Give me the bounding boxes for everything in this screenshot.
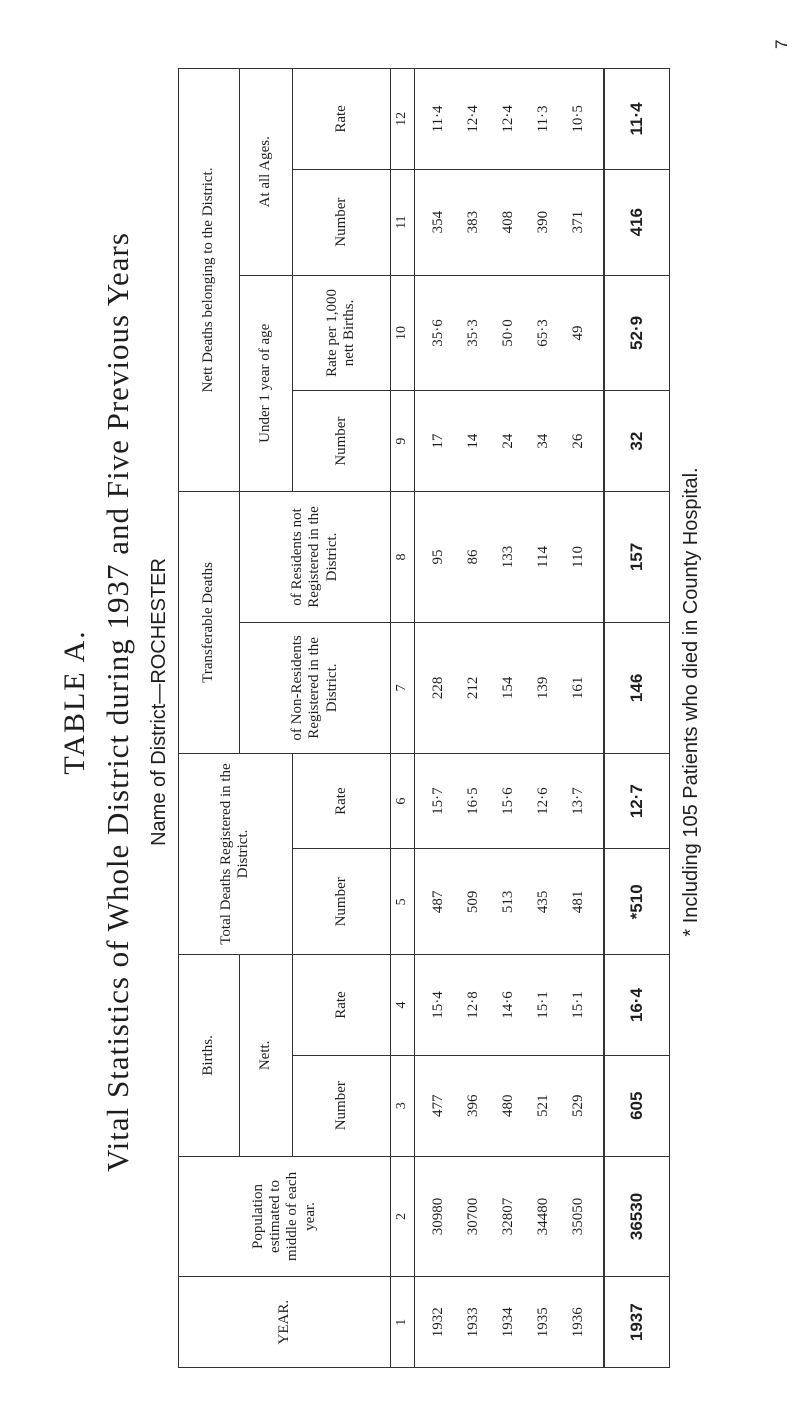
cell-non-residents: 212 [456, 622, 491, 753]
cell-all-rate: 11·4 [414, 69, 456, 170]
header-total-deaths: Total Deaths Registered in the District. [179, 753, 293, 954]
cell-births-rate: 15·1 [526, 955, 561, 1056]
cell-infant-number: 32 [604, 391, 670, 492]
cell-deaths-number: 435 [526, 849, 561, 955]
header-residents-not-registered: of Residents not Registered in the District. [239, 492, 390, 623]
cell-population: 30700 [456, 1156, 491, 1277]
column-number: 5 [390, 849, 414, 955]
cell-non-residents: 146 [604, 622, 670, 753]
page-number: 7 [772, 39, 791, 49]
cell-all-rate: 11·4 [604, 69, 670, 170]
header-under-one-year: Under 1 year of age [239, 275, 292, 491]
cell-infant-number: 17 [414, 391, 456, 492]
cell-non-residents: 161 [561, 622, 603, 753]
cell-non-residents: 228 [414, 622, 456, 753]
cell-infant-number: 26 [561, 391, 603, 492]
column-number: 1 [390, 1277, 414, 1368]
header-deaths-number: Number [292, 849, 390, 955]
cell-infant-rate: 49 [561, 275, 603, 391]
column-number: 9 [390, 391, 414, 492]
cell-population: 35050 [561, 1156, 603, 1277]
cell-non-residents: 139 [526, 622, 561, 753]
cell-births-number: 396 [456, 1055, 491, 1156]
cell-deaths-rate: 15·6 [491, 753, 526, 849]
cell-births-number: 605 [604, 1055, 670, 1156]
cell-infant-rate: 35·6 [414, 275, 456, 391]
header-births: Births. [179, 955, 240, 1156]
table-row [491, 69, 526, 1368]
header-year: YEAR. [179, 1277, 391, 1368]
cell-all-number: 390 [526, 169, 561, 275]
cell-births-rate: 15·1 [561, 955, 603, 1056]
cell-year: 1936 [561, 1277, 603, 1368]
cell-year: 1932 [414, 1277, 456, 1368]
cell-year: 1934 [491, 1277, 526, 1368]
cell-infant-rate: 65·3 [526, 275, 561, 391]
cell-year: 1937 [604, 1277, 670, 1368]
header-births-nett: Nett. [239, 955, 292, 1156]
cell-all-rate: 12·4 [456, 69, 491, 170]
column-number: 11 [390, 169, 414, 275]
cell-residents-not-registered: 110 [561, 492, 603, 623]
cell-deaths-number: *510 [604, 849, 670, 955]
cell-infant-rate: 35·3 [456, 275, 491, 391]
cell-births-number: 480 [491, 1055, 526, 1156]
cell-population: 30980 [414, 1156, 456, 1277]
cell-births-rate: 16·4 [604, 955, 670, 1056]
cell-births-number: 521 [526, 1055, 561, 1156]
column-number: 4 [390, 955, 414, 1056]
cell-infant-number: 24 [491, 391, 526, 492]
header-births-rate: Rate [292, 955, 390, 1056]
cell-births-number: 477 [414, 1055, 456, 1156]
cell-all-number: 371 [561, 169, 603, 275]
column-number: 6 [390, 753, 414, 849]
header-infant-number: Number [292, 391, 390, 492]
cell-deaths-number: 481 [561, 849, 603, 955]
cell-births-number: 529 [561, 1055, 603, 1156]
column-number: 2 [390, 1156, 414, 1277]
header-births-number: Number [292, 1055, 390, 1156]
cell-year: 1935 [526, 1277, 561, 1368]
table-row [526, 69, 561, 1368]
header-transferable-deaths: Transferable Deaths [179, 492, 240, 754]
cell-all-number: 354 [414, 169, 456, 275]
table-label: TABLE A. [58, 629, 91, 775]
cell-residents-not-registered: 114 [526, 492, 561, 623]
table-row-1937 [604, 69, 670, 1368]
cell-all-number: 416 [604, 169, 670, 275]
cell-all-rate: 11·3 [526, 69, 561, 170]
cell-residents-not-registered: 86 [456, 492, 491, 623]
cell-deaths-number: 513 [491, 849, 526, 955]
column-number: 12 [390, 69, 414, 170]
header-at-all-ages: At all Ages. [239, 69, 292, 276]
cell-deaths-number: 509 [456, 849, 491, 955]
header-nett-deaths: Nett Deaths belonging to the District. [179, 69, 240, 492]
cell-births-rate: 15·4 [414, 955, 456, 1056]
cell-deaths-rate: 16·5 [456, 753, 491, 849]
table-row [561, 69, 603, 1368]
header-all-ages-rate: Rate [292, 69, 390, 170]
cell-deaths-number: 487 [414, 849, 456, 955]
cell-infant-number: 14 [456, 391, 491, 492]
cell-residents-not-registered: 95 [414, 492, 456, 623]
cell-births-rate: 12·8 [456, 955, 491, 1056]
cell-infant-rate: 50·0 [491, 275, 526, 391]
cell-deaths-rate: 13·7 [561, 753, 603, 849]
footnote: * Including 105 Patients who died in County Hospital. [680, 467, 702, 937]
column-number: 7 [390, 622, 414, 753]
cell-infant-rate: 52·9 [604, 275, 670, 391]
cell-residents-not-registered: 133 [491, 492, 526, 623]
cell-all-rate: 10·5 [561, 69, 603, 170]
page-heading: Vital Statistics of Whole District during 1937 and Five Previous Years [100, 232, 135, 1172]
column-number: 10 [390, 275, 414, 391]
cell-all-number: 383 [456, 169, 491, 275]
column-number: 8 [390, 492, 414, 623]
cell-year: 1933 [456, 1277, 491, 1368]
cell-infant-number: 34 [526, 391, 561, 492]
cell-all-number: 408 [491, 169, 526, 275]
cell-population: 32807 [491, 1156, 526, 1277]
cell-population: 36530 [604, 1156, 670, 1277]
header-all-ages-number: Number [292, 169, 390, 275]
header-infant-rate: Rate per 1,000 nett Births. [292, 275, 390, 391]
column-number: 3 [390, 1055, 414, 1156]
cell-residents-not-registered: 157 [604, 492, 670, 623]
district-name: Name of District—ROCHESTER [148, 558, 170, 846]
cell-births-rate: 14·6 [491, 955, 526, 1056]
cell-all-rate: 12·4 [491, 69, 526, 170]
table-row [414, 69, 456, 1368]
cell-non-residents: 154 [491, 622, 526, 753]
table-row [456, 69, 491, 1368]
cell-deaths-rate: 12·7 [604, 753, 670, 849]
cell-deaths-rate: 15·7 [414, 753, 456, 849]
cell-population: 34480 [526, 1156, 561, 1277]
cell-deaths-rate: 12·6 [526, 753, 561, 849]
header-non-residents: of Non-Residents Registered in the District. [239, 622, 390, 753]
header-population: Population estimated to middle of each year. [179, 1156, 391, 1277]
vital-statistics-table [178, 68, 670, 1368]
header-deaths-rate: Rate [292, 753, 390, 849]
